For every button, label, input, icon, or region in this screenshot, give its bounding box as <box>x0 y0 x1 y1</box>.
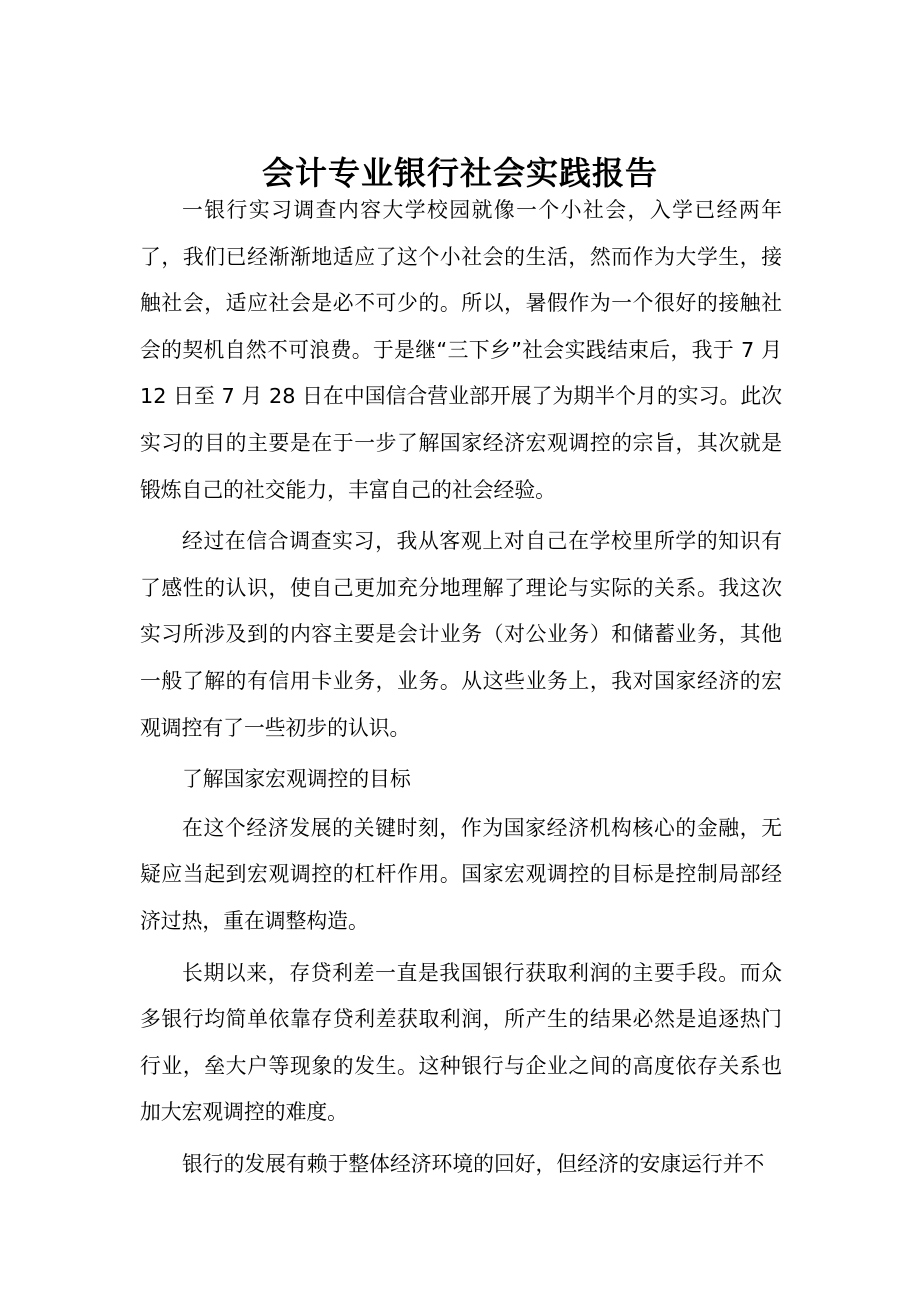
document-body <box>140 187 782 1192</box>
paragraph-bank-development: 银行的发展有赖于整体经济环境的回好，但经济的安康运行并不 <box>182 1151 765 1176</box>
paragraph-experience: 经过在信合调查实习，我从客观上对自己在学校里所学的知识有了感性的认识，使自己更加充分地理解了理论与实际的关系。我这次实习所涉及到的内容主要是会计业务（对公业务）和储蓄业务，其他一般了解的有信用卡业务，业务。从这些业务上，我对国家经济的宏观调控有了一些初步的认识。 <box>140 529 782 740</box>
section-heading-macro-control: 了解国家宏观调控的目标 <box>182 767 411 792</box>
paragraph-intro: 一银行实习调查内容大学校园就像一个小社会，入学已经两年了，我们已经渐渐地适应了这个小社会的生活，然而作为大学生，接触社会，适应社会是必不可少的。所以，暑假作为一个很好的接触社会的契机自然不可浪费。于是继“三下乡”社会实践结束后，我于 7 月 12 日至 7 月 28 日在中国信合营业部开展了为期半个月的实习。此次实习的目的主要是在于一步了解国家经济宏观调控的宗旨，其次就是锻炼自己的社交能力，丰富自己的社会经验。 <box>140 198 782 502</box>
document-title: 会计专业银行社会实践报告 <box>261 154 658 193</box>
paragraph-interest-spread: 长期以来，存贷利差一直是我国银行获取利润的主要手段。而众多银行均简单依靠存贷利差获取利润，所产生的结果必然是追逐热门行业，垒大户等现象的发生。这种银行与企业之间的高度依存关系也加大宏观调控的难度。 <box>140 960 782 1125</box>
paragraph-macro-goal: 在这个经济发展的关键时刻，作为国家经济机构核心的金融，无疑应当起到宏观调控的杠杆作用。国家宏观调控的目标是控制局部经济过热，重在调整构造。 <box>140 815 782 933</box>
